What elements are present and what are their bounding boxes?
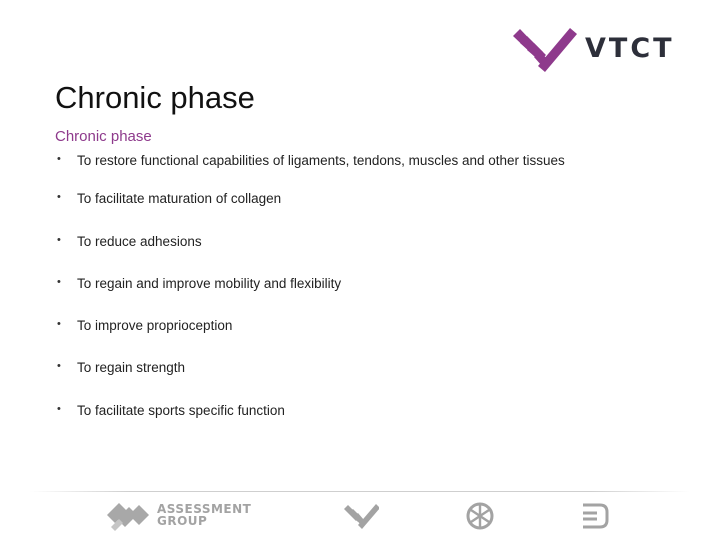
footer-divider — [30, 491, 690, 492]
assessment-group-line2: GROUP — [157, 514, 208, 528]
list-item-text: To facilitate maturation of collagen — [77, 191, 282, 206]
bullet-icon: • — [57, 191, 61, 203]
page-title: Chronic phase — [55, 80, 255, 115]
list-item-text: To improve proprioception — [77, 318, 233, 333]
list-item-text: To restore functional capabilities of ligaments, tendons, muscles and other tissues — [77, 153, 565, 168]
bullet-icon: • — [57, 153, 61, 165]
list-item-text: To reduce adhesions — [77, 234, 202, 249]
section-subtitle: Chronic phase — [55, 128, 152, 145]
vtct-mark-icon — [343, 503, 379, 529]
assessment-group-wordmark — [157, 503, 251, 527]
assessment-group-logo-icon — [105, 499, 151, 531]
brand-wordmark: VTCT — [585, 33, 675, 64]
bullet-icon: • — [57, 403, 61, 415]
list-item-text: To regain strength — [77, 360, 186, 375]
bullet-icon: • — [57, 360, 61, 372]
bullet-icon: • — [57, 234, 61, 246]
list-item-text: To regain and improve mobility and flexibility — [77, 276, 342, 291]
globe-mark-icon — [465, 501, 495, 531]
list-item-text: To facilitate sports specific function — [77, 403, 285, 418]
assessment-group-line1: ASSESSMENT — [157, 502, 252, 516]
bullet-icon: • — [57, 276, 61, 288]
itec-mark-icon — [580, 502, 610, 530]
bullet-icon: • — [57, 318, 61, 330]
